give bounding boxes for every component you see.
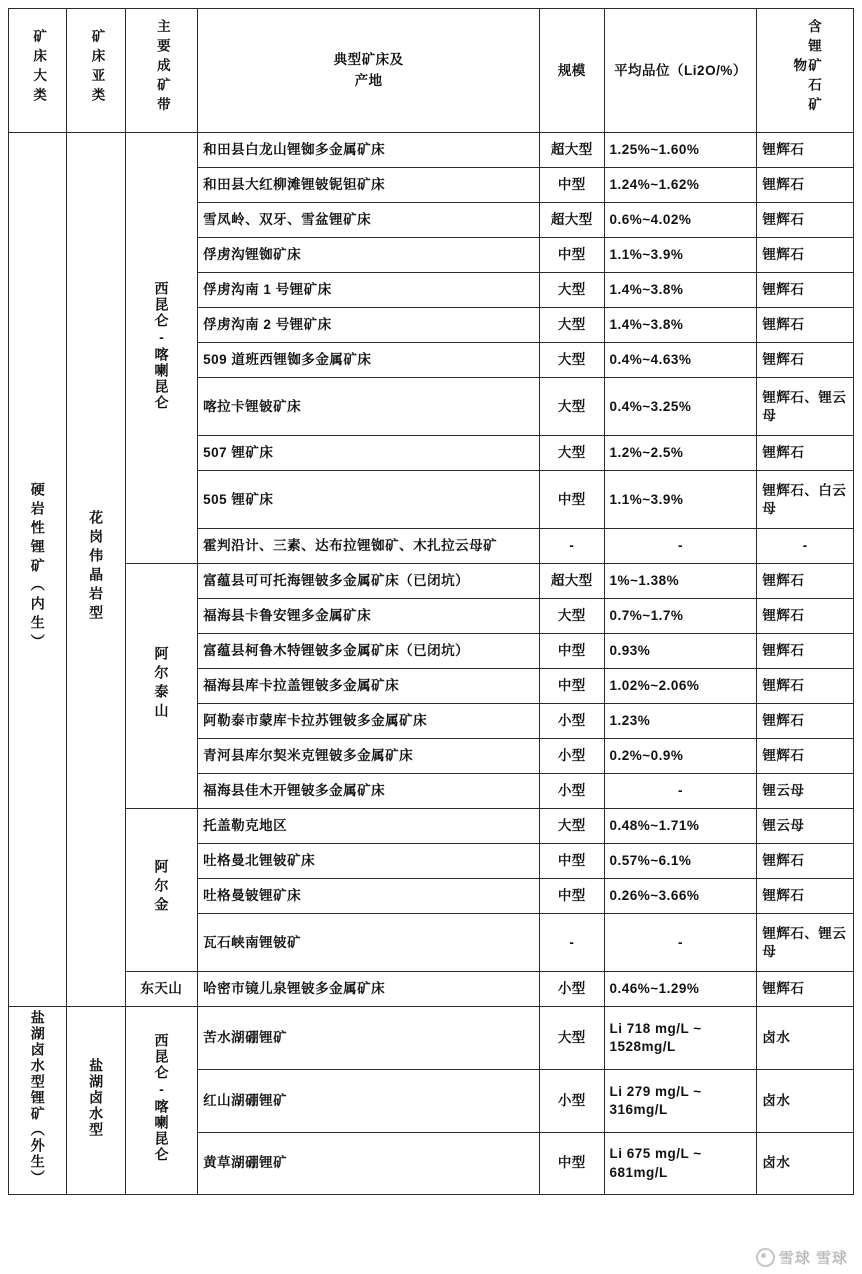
- header-cell-typical-deposit: [198, 9, 540, 133]
- deposit-name: 苦水湖硼锂矿: [198, 1007, 540, 1070]
- belt-cell-east-tianshan: 东天山: [125, 972, 197, 1007]
- deposit-name: 喀拉卡锂铍矿床: [198, 378, 540, 436]
- header-text-metallogenic-belt: 主要成矿带: [154, 19, 170, 117]
- watermark-text: 雪球 雪球: [778, 1250, 848, 1267]
- subgroup-cell-pegmatite: [67, 133, 125, 1007]
- belt-cell-altai: [125, 564, 197, 809]
- document-page: [8, 8, 854, 1195]
- subgroup-cell-brine: [67, 1007, 125, 1195]
- deposit-grade: 1.1%~3.9%: [604, 238, 757, 273]
- deposit-name: 和田县大红柳滩锂铍铌钽矿床: [198, 168, 540, 203]
- deposit-name: 505 锂矿床: [198, 471, 540, 529]
- deposit-mineral: 锂辉石、锂云母: [757, 378, 854, 436]
- deposit-grade: 1%~1.38%: [604, 564, 757, 599]
- header-text-average-grade: 平均品位（Li2O/%）: [614, 62, 747, 78]
- deposit-scale: 超大型: [540, 133, 604, 168]
- deposit-scale: 中型: [540, 168, 604, 203]
- table-header-row: [9, 9, 854, 133]
- deposit-grade: 1.1%~3.9%: [604, 471, 757, 529]
- deposit-grade: 0.46%~1.29%: [604, 972, 757, 1007]
- deposit-scale: 大型: [540, 809, 604, 844]
- group-label-saltlake: 盐湖卤水型锂矿（外生）: [29, 1010, 46, 1187]
- deposit-scale: 小型: [540, 739, 604, 774]
- deposit-grade: 0.7%~1.7%: [604, 599, 757, 634]
- mineral-deposit-table: [8, 8, 854, 1195]
- deposit-mineral: -: [757, 529, 854, 564]
- deposit-name: 福海县库卡拉盖锂铍多金属矿床: [198, 669, 540, 704]
- deposit-name: 霍判沿计、三素、达布拉锂铷矿、木扎拉云母矿: [198, 529, 540, 564]
- table-row: [9, 972, 854, 1007]
- subgroup-label-pegmatite: 花岗伟晶岩型: [88, 510, 105, 625]
- deposit-scale: 中型: [540, 238, 604, 273]
- deposit-name: 雪凤岭、双牙、雪盆锂矿床: [198, 203, 540, 238]
- deposit-mineral: 锂辉石: [757, 669, 854, 704]
- deposit-grade: Li 279 mg/L ~ 316mg/L: [604, 1069, 757, 1132]
- deposit-scale: 大型: [540, 1007, 604, 1070]
- deposit-grade: 1.23%: [604, 704, 757, 739]
- deposit-mineral: 锂辉石、锂云母: [757, 914, 854, 972]
- deposit-name: 吐格曼北锂铍矿床: [198, 844, 540, 879]
- deposit-mineral: 卤水: [757, 1069, 854, 1132]
- deposit-mineral: 锂辉石: [757, 739, 854, 774]
- deposit-scale: 中型: [540, 879, 604, 914]
- deposit-mineral: 锂辉石: [757, 879, 854, 914]
- deposit-scale: -: [540, 529, 604, 564]
- deposit-mineral: 锂辉石、白云母: [757, 471, 854, 529]
- watermark: [756, 1247, 848, 1268]
- header-cell-scale: [540, 9, 604, 133]
- deposit-grade: 0.4%~3.25%: [604, 378, 757, 436]
- deposit-mineral: 锂辉石: [757, 599, 854, 634]
- deposit-mineral: 锂辉石: [757, 343, 854, 378]
- watermark-icon: [756, 1248, 775, 1267]
- table-row: [9, 564, 854, 599]
- belt-label-west-kunlun-2: 西昆仑-喀喇昆仑: [153, 1033, 170, 1164]
- header-cell-metallogenic-belt: [125, 9, 197, 133]
- group-label-hardrock: 硬岩性锂矿（内生）: [29, 481, 46, 653]
- deposit-scale: 大型: [540, 343, 604, 378]
- deposit-mineral: 锂辉石: [757, 133, 854, 168]
- deposit-scale: 中型: [540, 844, 604, 879]
- belt-label-west-kunlun: 西昆仑-喀喇昆仑: [153, 280, 170, 411]
- table-row: [9, 1007, 854, 1070]
- deposit-grade: 1.4%~3.8%: [604, 308, 757, 343]
- header-cell-lithium-mineral: [757, 9, 854, 133]
- table-row: [9, 133, 854, 168]
- header-text-deposit-subclass: 矿床亚类: [89, 29, 105, 107]
- header-text-lithium-mineral: 含锂矿石矿物: [791, 19, 822, 117]
- deposit-name: 富蕴县柯鲁木特锂铍多金属矿床（已闭坑）: [198, 634, 540, 669]
- deposit-name: 俘虏沟南 2 号锂矿床: [198, 308, 540, 343]
- deposit-name: 507 锂矿床: [198, 436, 540, 471]
- deposit-name: 红山湖硼锂矿: [198, 1069, 540, 1132]
- deposit-name: 福海县卡鲁安锂多金属矿床: [198, 599, 540, 634]
- group-cell-saltlake: [9, 1007, 67, 1195]
- deposit-scale: 大型: [540, 273, 604, 308]
- deposit-grade: -: [604, 774, 757, 809]
- deposit-name: 阿勒泰市蒙库卡拉苏锂铍多金属矿床: [198, 704, 540, 739]
- deposit-grade: -: [604, 529, 757, 564]
- deposit-grade: Li 718 mg/L ~ 1528mg/L: [604, 1007, 757, 1070]
- deposit-grade: 1.4%~3.8%: [604, 273, 757, 308]
- deposit-grade: 1.25%~1.60%: [604, 133, 757, 168]
- deposit-grade: 1.02%~2.06%: [604, 669, 757, 704]
- deposit-scale: -: [540, 914, 604, 972]
- deposit-grade: Li 675 mg/L ~ 681mg/L: [604, 1132, 757, 1195]
- belt-label-altyn: 阿尔金: [153, 859, 170, 917]
- deposit-name: 俘虏沟锂铷矿床: [198, 238, 540, 273]
- belt-cell-west-kunlun: [125, 133, 197, 564]
- deposit-mineral: 卤水: [757, 1132, 854, 1195]
- deposit-grade: 0.4%~4.63%: [604, 343, 757, 378]
- table-row: [9, 809, 854, 844]
- deposit-mineral: 锂云母: [757, 809, 854, 844]
- deposit-scale: 小型: [540, 972, 604, 1007]
- deposit-mineral: 锂辉石: [757, 634, 854, 669]
- deposit-name: 黄草湖硼锂矿: [198, 1132, 540, 1195]
- deposit-mineral: 锂辉石: [757, 168, 854, 203]
- header-cell-average-grade: [604, 9, 757, 133]
- deposit-scale: 大型: [540, 436, 604, 471]
- header-text-typical-deposit-line2: 产地: [354, 72, 383, 88]
- deposit-scale: 大型: [540, 599, 604, 634]
- deposit-mineral: 锂辉石: [757, 704, 854, 739]
- deposit-name: 吐格曼铍锂矿床: [198, 879, 540, 914]
- subgroup-label-brine: 盐湖卤水型: [88, 1058, 105, 1139]
- belt-label-altai: 阿尔泰山: [153, 645, 170, 722]
- deposit-mineral: 锂辉石: [757, 308, 854, 343]
- deposit-scale: 大型: [540, 378, 604, 436]
- belt-cell-west-kunlun-2: [125, 1007, 197, 1195]
- deposit-mineral: 锂辉石: [757, 972, 854, 1007]
- header-text-deposit-class: 矿床大类: [31, 29, 47, 107]
- header-cell-deposit-subclass: [67, 9, 125, 133]
- deposit-scale: 超大型: [540, 564, 604, 599]
- deposit-mineral: 锂辉石: [757, 436, 854, 471]
- group-cell-hardrock: [9, 133, 67, 1007]
- deposit-grade: 0.26%~3.66%: [604, 879, 757, 914]
- belt-cell-altyn: [125, 809, 197, 972]
- deposit-grade: 0.6%~4.02%: [604, 203, 757, 238]
- deposit-grade: 0.48%~1.71%: [604, 809, 757, 844]
- deposit-grade: 0.93%: [604, 634, 757, 669]
- deposit-mineral: 锂辉石: [757, 273, 854, 308]
- deposit-grade: 0.57%~6.1%: [604, 844, 757, 879]
- deposit-name: 和田县白龙山锂铷多金属矿床: [198, 133, 540, 168]
- deposit-grade: -: [604, 914, 757, 972]
- header-text-typical-deposit-line1: 典型矿床及: [333, 52, 404, 68]
- deposit-mineral: 锂辉石: [757, 844, 854, 879]
- deposit-scale: 中型: [540, 471, 604, 529]
- deposit-name: 哈密市镜儿泉锂铍多金属矿床: [198, 972, 540, 1007]
- deposit-mineral: 锂辉石: [757, 564, 854, 599]
- deposit-scale: 大型: [540, 308, 604, 343]
- deposit-grade: 0.2%~0.9%: [604, 739, 757, 774]
- deposit-name: 富蕴县可可托海锂铍多金属矿床（已闭坑）: [198, 564, 540, 599]
- deposit-mineral: 锂辉石: [757, 203, 854, 238]
- deposit-scale: 中型: [540, 1132, 604, 1195]
- deposit-scale: 小型: [540, 774, 604, 809]
- deposit-mineral: 卤水: [757, 1007, 854, 1070]
- deposit-name: 福海县佳木开锂铍多金属矿床: [198, 774, 540, 809]
- deposit-scale: 中型: [540, 634, 604, 669]
- deposit-scale: 超大型: [540, 203, 604, 238]
- deposit-grade: 1.24%~1.62%: [604, 168, 757, 203]
- deposit-scale: 小型: [540, 1069, 604, 1132]
- deposit-name: 瓦石峡南锂铍矿: [198, 914, 540, 972]
- deposit-name: 俘虏沟南 1 号锂矿床: [198, 273, 540, 308]
- deposit-mineral: 锂辉石: [757, 238, 854, 273]
- deposit-name: 509 道班西锂铷多金属矿床: [198, 343, 540, 378]
- deposit-scale: 中型: [540, 669, 604, 704]
- deposit-name: 青河县库尔契米克锂铍多金属矿床: [198, 739, 540, 774]
- header-cell-deposit-class: [9, 9, 67, 133]
- deposit-scale: 小型: [540, 704, 604, 739]
- header-text-scale: 规模: [557, 62, 586, 78]
- deposit-grade: 1.2%~2.5%: [604, 436, 757, 471]
- deposit-name: 托盖勒克地区: [198, 809, 540, 844]
- deposit-mineral: 锂云母: [757, 774, 854, 809]
